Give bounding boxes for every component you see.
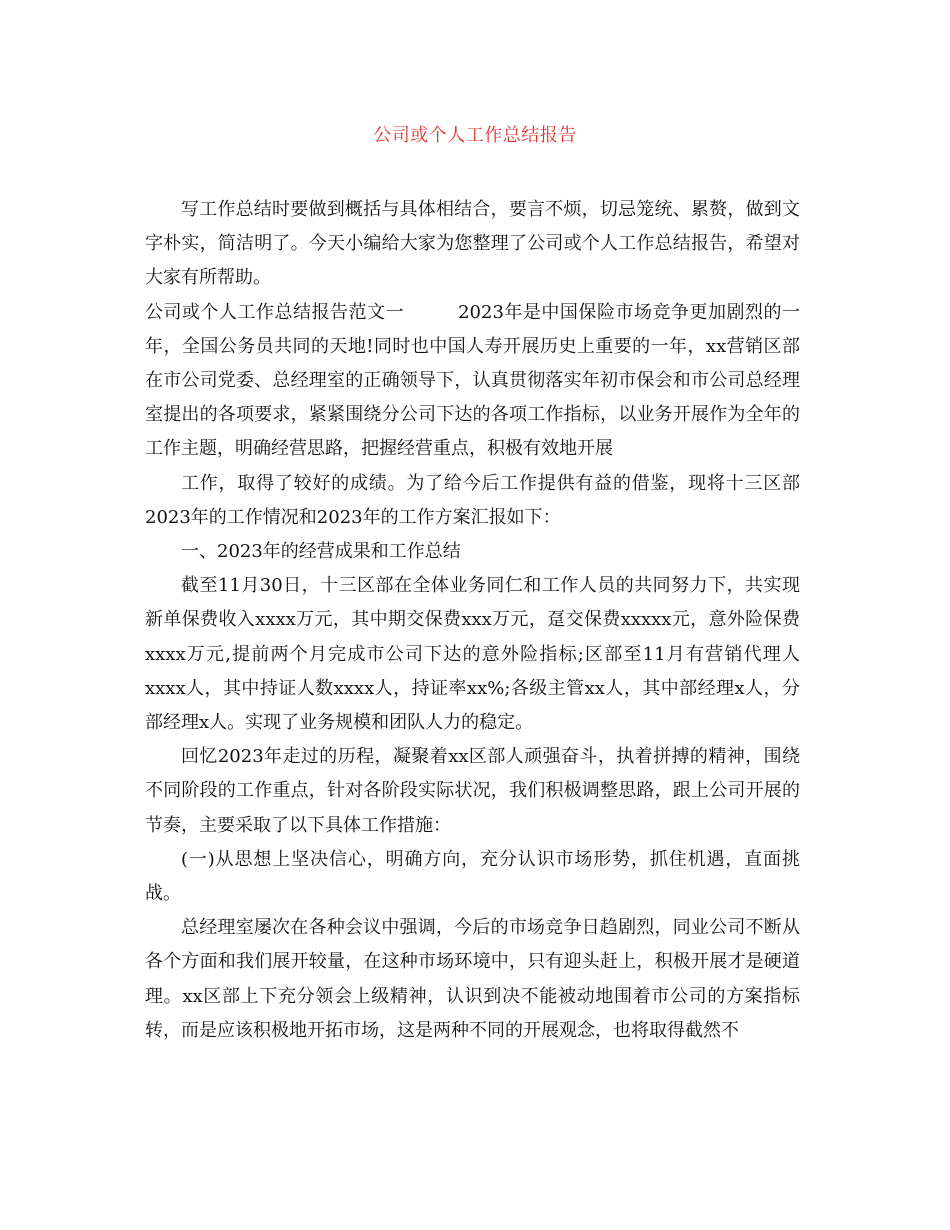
sample-lead-text: 2023年是中国保险市场竞争更加剧烈的一年，全国公务员共同的天地!同时也中国人寿开展历史上重要的一年，xx营销区部在市公司党委、总经理室的正确领导下，认真贯彻落实年初市保会和市公司总经理室提出的各项要求，紧紧围绕分公司下达的各项工作指标，以业务开展作为全年的工作主题，明确经营思路，把握经营重点，积极有效地开展: [145, 301, 801, 460]
sample-heading: 公司或个人工作总结报告范文一: [145, 301, 405, 323]
document-body: [145, 193, 800, 1048]
paragraph-5: 总经理室屡次在各种会议中强调，今后的市场竞争日趋剧烈，同业公司不断从各个方面和我们展开较量，在这种市场环境中，只有迎头赶上，积极开展才是硬道理。xx区部上下充分领会上级精神，认识到决不能被动地围着市公司的方案指标转，而是应该积极地开拓市场，这是两种不同的开展观念，也将取得截然不: [145, 917, 800, 1041]
document-title: 公司或个人工作总结报告: [373, 125, 577, 146]
section-heading-1: 一、2023年的经营成果和工作总结: [181, 541, 461, 563]
paragraph-4: 回忆2023年走过的历程，凝聚着xx区部人顽强奋斗，执着拼搏的精神，围绕不同阶段的工作重点，针对各阶段实际状况，我们积极调整思路，跟上公司开展的节奏，主要采取了以下具体工作措施：: [145, 746, 800, 836]
paragraph-3: 截至11月30日，十三区部在全体业务同仁和工作人员的共同努力下，共实现新单保费收入xxxx万元，其中期交保费xxx万元，趸交保费xxxxx元，意外险保费xxxx万元,提前两个月完成市公司下达的意外险指标;区部至11月有营销代理人xxxx人，其中持证人数xxxx人，持证率xx%;各级主管xx人，其中部经理x人，分部经理x人。实现了业务规模和团队人力的稳定。: [145, 575, 800, 734]
sample-paragraph: [145, 296, 800, 467]
paragraph-2: 工作，取得了较好的成绩。为了给今后工作提供有益的借鉴，现将十三区部2023年的工作情况和2023年的工作方案汇报如下：: [145, 472, 800, 528]
intro-paragraph: 写工作总结时要做到概括与具体相结合，要言不烦，切忌笼统、累赘，做到文字朴实，简洁明了。今天小编给大家为您整理了公司或个人工作总结报告，希望对大家有所帮助。: [145, 199, 800, 289]
subsection-heading-1: (一)从思想上坚决信心，明确方向，充分认识市场形势，抓住机遇，直面挑战。: [145, 848, 800, 905]
